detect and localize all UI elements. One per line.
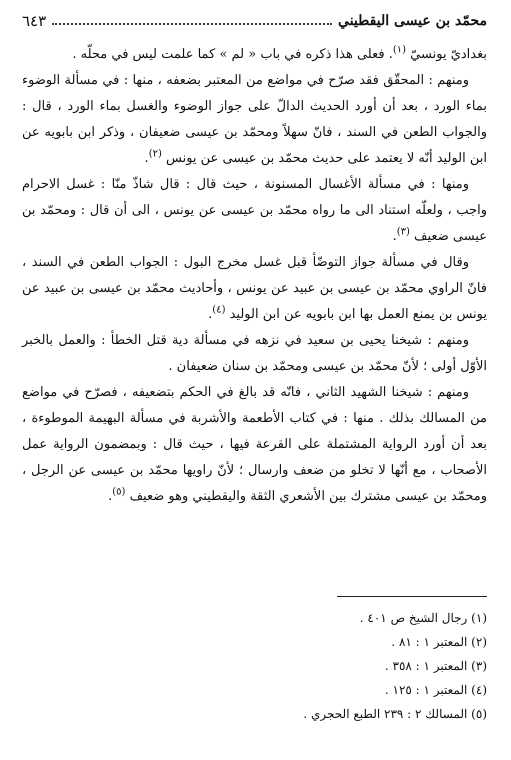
page-header <box>22 10 487 32</box>
paragraph-text: . فعلى هذا ذكره في باب « لم » كما علمت ليس في محلّه . <box>72 47 393 62</box>
paragraph-text: . <box>392 229 397 244</box>
footnote-item: (٣) المعتبر ١ : ٣٥٨ . <box>384 659 487 673</box>
footnotes <box>22 606 487 726</box>
paragraph-text: . <box>144 151 149 166</box>
footnote-item: (٢) المعتبر ١ : ٨١ . <box>391 635 487 649</box>
footnote-item: (٥) المسالك ٢ : ٢٣٩ الطبع الحجري . <box>303 707 487 721</box>
paragraph-text: بغداديّ يونسيّ <box>406 47 487 62</box>
footnote-separator <box>337 596 487 597</box>
footnote-marker: (٤) <box>212 304 226 316</box>
header-dotted-leader <box>52 23 332 25</box>
paragraph <box>22 42 487 68</box>
footnote-marker: (٥) <box>112 486 126 498</box>
paragraph-text: وقال في مسألة جواز التوضّأ قبل غسل مخرج البول : الجواب الطعن في السند ، فانّ الراوي محمّد بن عيسى بن عبيد عن يونس ، وأحاديث محمّد بن عيسى بن عبيد عن يونس بن يمنع العمل بها ابن بابويه عن ابن الوليد <box>22 255 487 322</box>
paragraph-text: ومنهم : شيخنا الشهيد الثاني ، فانّه قد بالغ في الحكم بتضعيفه ، فصرّح في مواضع من المسالك بذلك . منها : في كتاب الأطعمة والأشربة في مسألة البهيمة الموطوءة ، بعد أن أورد الرواية المشتملة على القرعة فيها ، حيث قال : وبمضمون الرواية عمل الأصحاب ، مع أنّها لا تخلو من ضعف وارسال ؛ لأنّ راويها محمّد بن عيسى عن الرجل ، ومحمّد بن عيسى مشترك بين الأشعري الثقة واليقطيني وهو ضعيف <box>22 385 487 504</box>
paragraph-text: ومنها : في مسألة الأغسال المسنونة ، حيث قال : قال شاذّ منّا : غسل الاحرام واجب ، ولعلّه استناد الى ما رواه محمّد بن عيسى عن يونس ، الى أن قال : ومحمّد بن عيسى ضعيف <box>22 177 487 244</box>
running-head: محمّد بن عيسى اليقطيني <box>338 13 487 29</box>
footnote-item: (٤) المعتبر ١ : ١٢٥ . <box>384 683 487 697</box>
paragraph-text: . <box>208 307 213 322</box>
footnote-marker: (١) <box>392 44 407 56</box>
main-text <box>22 42 487 510</box>
footnote-item: (١) رجال الشيخ ص ٤٠١ . <box>359 611 487 625</box>
paragraph <box>22 328 487 380</box>
paragraph <box>22 172 487 250</box>
paragraph-text: ومنهم : شيخنا يحيى بن سعيد في نزهه في مسألة دية قتل الخطأ : والعمل بالخبر الأوّل أولى ؛ لأنّ محمّد بن عيسى ومحمّد بن سنان ضعيفان . <box>22 333 487 374</box>
footnote-marker: (٢) <box>148 148 162 160</box>
paragraph <box>22 68 487 172</box>
paragraph-text: ومنهم : المحقّق فقد صرّح في مواضع من المعتبر بضعفه ، منها : في مسألة الوضوء بماء الورد ، بعد أن أورد الحديث الدالّ على جواز الوضوء والغسل بماء الورد ، قال : والجواب الطعن في السند ، فانّ سهلاً ومحمّد بن عيسى ضعيفان ، وذكر ابن بابويه عن ابن الوليد أنّه لا يعتمد على حديث محمّد بن عيسى عن يونس <box>22 73 487 166</box>
paragraph-text: . <box>108 489 113 504</box>
paragraph <box>22 380 487 510</box>
paragraph <box>22 250 487 328</box>
footnote-marker: (٣) <box>396 226 410 238</box>
page-number: ٦٤٣ <box>22 12 47 30</box>
